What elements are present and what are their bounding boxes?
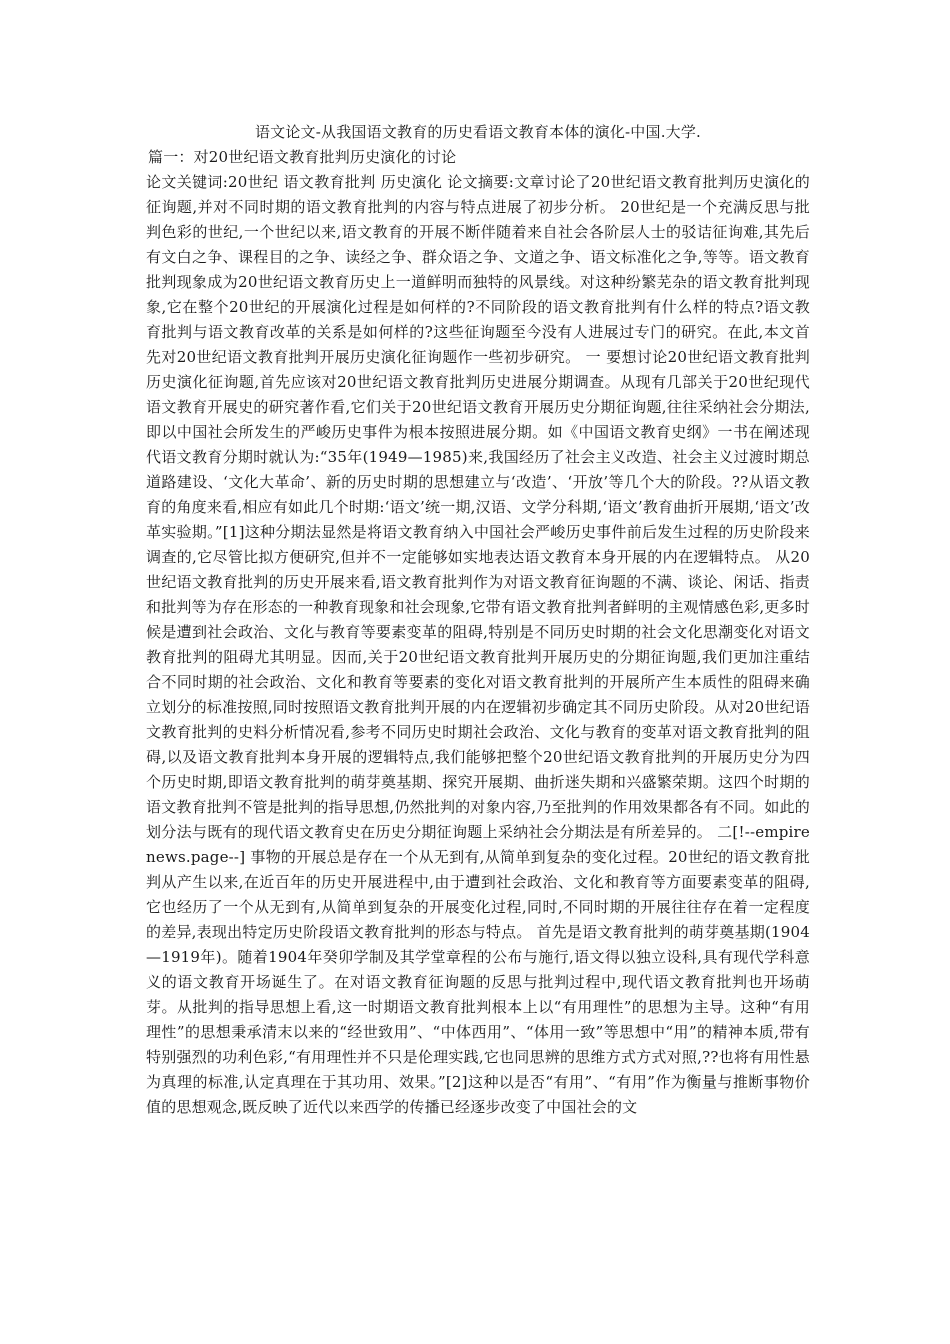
document-title: 语文论文-从我国语文教育的历史看语文教育本体的演化-中国.大学. (254, 123, 702, 141)
document-content (146, 120, 810, 1120)
document-subtitle: 篇一：对20世纪语文教育批判历史演化的讨论 (148, 148, 457, 166)
document-body: 论文关键词:20世纪 语文教育批判 历史演化 论文摘要:文章讨论了20世纪语文教育批判历史演化的征询题,并对不同时期的语文教育批判的内容与特点进展了初步分析。 20世纪是一个充满反思与批判色彩的世纪,一个世纪以来,语文教育的开展不断伴随着来自社会各阶层人士的驳诘征询难,其先后有文白之争、课程目的之争、读经之争、群众语之争、文道之争、语文标准化之争,等等。语文教育批判现象成为20世纪语文教育历史上一道鲜明而独特的风景线。对这种纷繁芜杂的语文教育批判现象,它在整个20世纪的开展演化过程是如何样的?不同阶段的语文教育批判有什么样的特点?语文教育批判与语文教育改革的关系是如何样的?这些征询题至今没有人进展过专门的研究。在此,本文首先对20世纪语文教育批判开展历史演化征询题作一些初步研究。 一 要想讨论20世纪语文教育批判历史演化征询题,首先应该对20世纪语文教育批判历史进展分期调查。从现有几部关于20世纪现代语文教育开展史的研究著作看,它们关于20世纪语文教育开展历史分期征询题,往往采纳社会分期法,即以中国社会所发生的严峻历史事件为根本按照进展分期。如《中国语文教育史纲》一书在阐述现代语文教育分期时就认为:“35年(1949—1985)来,我国经历了社会主义改造、社会主义过渡时期总道路建设、‘文化大革命’、新的历史时期的思想建立与‘改造’、‘开放’等几个大的阶段。??从语文教育的角度来看,相应有如此几个时期:‘语文’统一期,汉语、文学分科期,‘语文’教育曲折开展期,‘语文’改革实验期。”[1]这种分期法显然是将语文教育纳入中国社会严峻历史事件前后发生过程的历史阶段来调查的,它尽管比拟方便研究,但并不一定能够如实地表达语文教育本身开展的内在逻辑特点。 从20世纪语文教育批判的历史开展来看,语文教育批判作为对语文教育征询题的不满、谈论、闲话、指责和批判等为存在形态的一种教育现象和社会现象,它带有语文教育批判者鲜明的主观情感色彩,更多时候是遭到社会政治、文化与教育等要素变革的阻碍,特别是不同历史时期的社会文化思潮变化对语文教育批判的阻碍尤其明显。因而,关于20世纪语文教育批判开展历史的分期征询题,我们更加注重结合不同时期的社会政治、文化和教育等要素的变化对语文教育批判的开展所产生本质性的阻碍来确立划分的标准按照,同时按照语文教育批判开展的内在逻辑初步确定其不同历史阶段。从对20世纪语文教育批判的史料分析情况看,参考不同历史时期社会政治、文化与教育的变革对语文教育批判的阻碍,以及语文教育批判本身开展的逻辑特点,我们能够把整个20世纪语文教育批判的开展历史分为四个历史时期,即语文教育批判的萌芽奠基期、探究开展期、曲折迷失期和兴盛繁荣期。这四个时期的语文教育批判不管是批判的指导思想,仍然批判的对象内容,乃至批判的作用效果都各有不同。如此的划分法与既有的现代语文教育史在历史分期征询题上采纳社会分期法是有所差异的。 二[!--empirenews.page--] 事物的开展总是存在一个从无到有,从简单到复杂的变化过程。20世纪的语文教育批判从产生以来,在近百年的历史开展进程中,由于遭到社会政治、文化和教育等方面要素变革的阻碍,它也经历了一个从无到有,从简单到复杂的开展变化过程,同时,不同时期的开展往往存在着一定程度的差异,表现出特定历史阶段语文教育批判的形态与特点。 首先是语文教育批判的萌芽奠基期(1904—1919年)。随着1904年癸卯学制及其学堂章程的公布与施行,语文得以独立设科,具有现代学科意义的语文教育开场诞生了。在对语文教育征询题的反思与批判过程中,现代语文教育批判也开场萌芽。从批判的指导思想上看,这一时期语文教育批判根本上以“有用理性”的思想为主导。这种“有用理性”的思想秉承清末以来的“经世致用”、“中体西用”、“体用一致”等思想中“用”的精神本质,带有特别强烈的功利色彩,“有用理性并不只是伦理实践,它也同思辨的思维方式方式对照,??也将有用性悬为真理的标准,认定真理在于其功用、效果。”[2]这种以是否“有用”、“有用”作为衡量与推断事物价值的思想观念,既反映了近代以来西学的传播已经逐步改变了中国社会的文 (146, 173, 810, 1116)
